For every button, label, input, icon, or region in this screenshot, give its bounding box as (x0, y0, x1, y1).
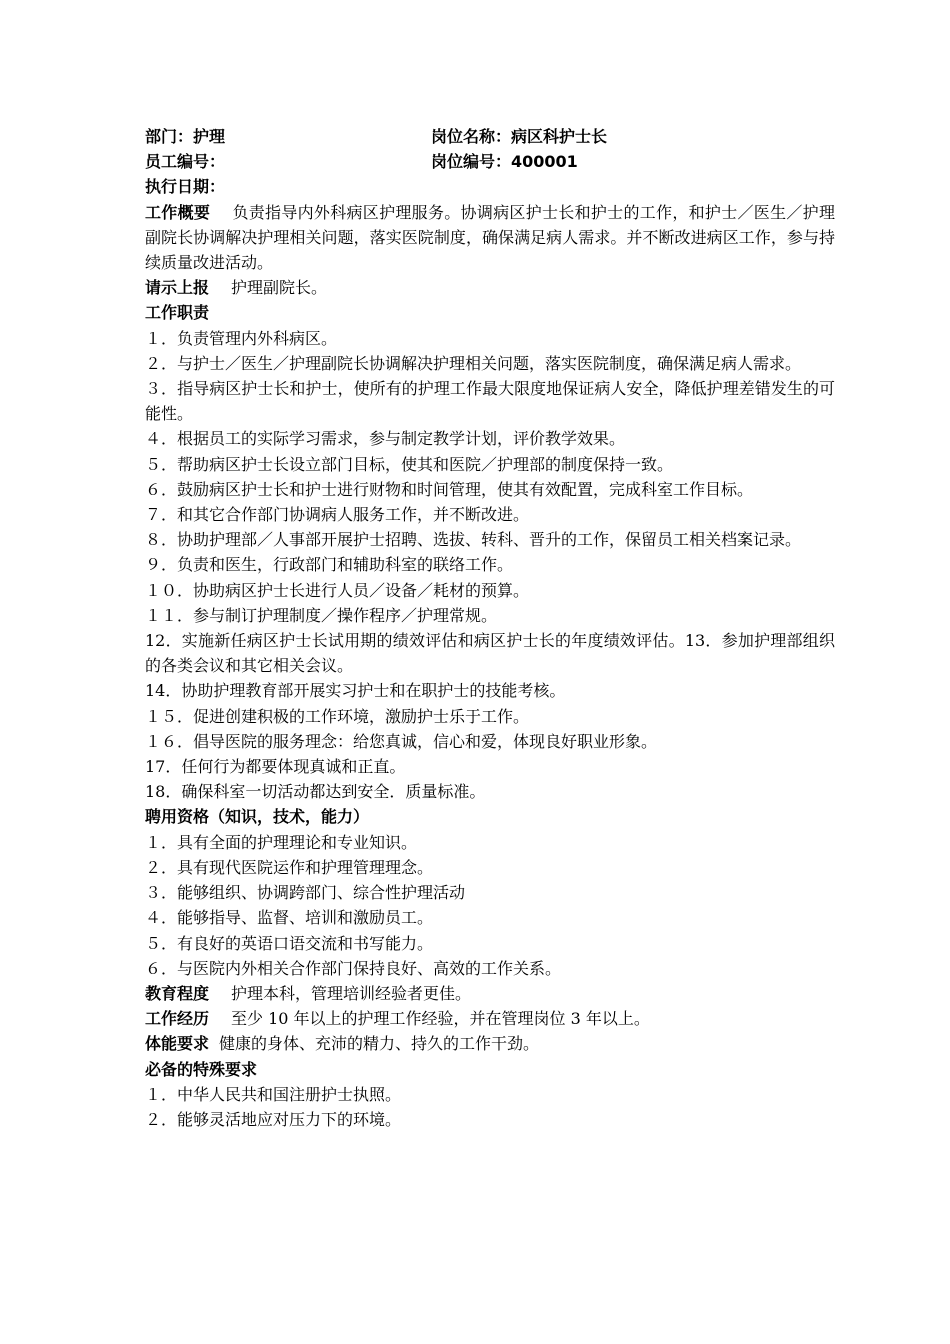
list-item: ６．鼓励病区护士长和护士进行财物和时间管理，使其有效配置，完成科室工作目标。 (145, 479, 754, 499)
duties-list (145, 326, 835, 805)
special-title: 必备的特殊要求 (145, 1059, 258, 1079)
report-section (145, 275, 835, 300)
list-item: ４．根据员工的实际学习需求，参与制定教学计划，评价教学效果。 (145, 429, 626, 449)
dept-label: 部门：护理 (145, 127, 226, 146)
list-item: １．中华人民共和国注册护士执照。 (145, 1084, 402, 1104)
list-item: ２．与护士／医生／护理副院长协调解决护理相关问题，落实医院制度，确保满足病人需求。 (145, 353, 802, 373)
special-list (145, 1082, 835, 1132)
physical-text: 健康的身体、充沛的精力、持久的工作干劲。 (219, 1034, 540, 1054)
list-item: 12．实施新任病区护士长试用期的绩效评估和病区护士长的年度绩效评估。13．参加护理部组织的各类会议和其它相关会议。 (145, 631, 835, 676)
report-title: 请示上报 (145, 278, 210, 298)
header-row-2 (145, 149, 835, 174)
list-item: １６．倡导医院的服务理念：给您真诚，信心和爱，体现良好职业形象。 (145, 731, 658, 751)
overview-title: 工作概要 (145, 202, 211, 222)
employee-no-label: 员工编号： (145, 152, 226, 172)
education-title: 教育程度 (145, 983, 210, 1003)
list-item: １１．参与制订护理制度／操作程序／护理常规。 (145, 605, 498, 625)
experience-section (145, 1006, 835, 1031)
list-item: ６．与医院内外相关合作部门保持良好、高效的工作关系。 (145, 958, 562, 978)
physical-title: 体能要求 (145, 1034, 210, 1054)
list-item: ８．协助护理部／人事部开展护士招聘、选拔、转科、晋升的工作，保留员工相关档案记录。 (145, 530, 802, 550)
list-item: 14．协助护理教育部开展实习护士和在职护士的技能考核。 (145, 681, 566, 701)
physical-section (145, 1031, 835, 1056)
list-item: ２．能够灵活地应对压力下的环境。 (145, 1109, 402, 1129)
list-item: ７．和其它合作部门协调病人服务工作，并不断改进。 (145, 505, 530, 525)
list-item: １０．协助病区护士长进行人员／设备／耗材的预算。 (145, 580, 530, 600)
list-item: ３．指导病区护士长和护士，使所有的护理工作最大限度地保证病人安全，降低护理差错发生的可能性。 (145, 379, 835, 424)
education-section (145, 981, 835, 1006)
position-no-label: 岗位编号：400001 (431, 152, 578, 172)
list-item: ５．帮助病区护士长设立部门目标，使其和医院／护理部的制度保持一致。 (145, 454, 674, 474)
list-item: １５．促进创建积极的工作环境，激励护士乐于工作。 (145, 706, 530, 726)
experience-title: 工作经历 (145, 1009, 210, 1029)
duties-title: 工作职责 (145, 303, 210, 323)
list-item: ９．负责和医生，行政部门和辅助科室的联络工作。 (145, 555, 514, 575)
experience-text: 至少 10 年以上的护理工作经验，并在管理岗位 3 年以上。 (231, 1009, 650, 1029)
report-text: 护理副院长。 (231, 278, 328, 298)
list-item: 18．确保科室一切活动都达到安全．质量标准。 (145, 782, 486, 802)
list-item: ３．能够组织、协调跨部门、综合性护理活动 (145, 883, 466, 903)
position-name-label: 岗位名称：病区科护士长 (431, 127, 608, 146)
list-item: 17．任何行为都要体现真诚和正直。 (145, 757, 406, 777)
overview-section (145, 200, 835, 276)
list-item: １．负责管理内外科病区。 (145, 328, 338, 348)
overview-text: 负责指导内外科病区护理服务。协调病区护士长和护士的工作，和护士／医生／护理副院长协调解决护理相关问题，落实医院制度，确保满足病人需求。并不断改进病区工作，参与持续质量改进活动。 (145, 202, 835, 273)
education-text: 护理本科，管理培训经验者更佳。 (231, 983, 472, 1003)
header-row-1 (145, 124, 835, 149)
list-item: ５．有良好的英语口语交流和书写能力。 (145, 933, 434, 953)
list-item: ４．能够指导、监督、培训和激励员工。 (145, 908, 434, 928)
exec-date-label: 执行日期： (145, 177, 226, 197)
list-item: ２．具有现代医院运作和护理管理理念。 (145, 857, 434, 877)
qualifications-title: 聘用资格（知识，技术，能力） (145, 807, 370, 827)
job-description (145, 124, 835, 1132)
qualifications-list (145, 830, 835, 981)
list-item: １．具有全面的护理理论和专业知识。 (145, 832, 418, 852)
